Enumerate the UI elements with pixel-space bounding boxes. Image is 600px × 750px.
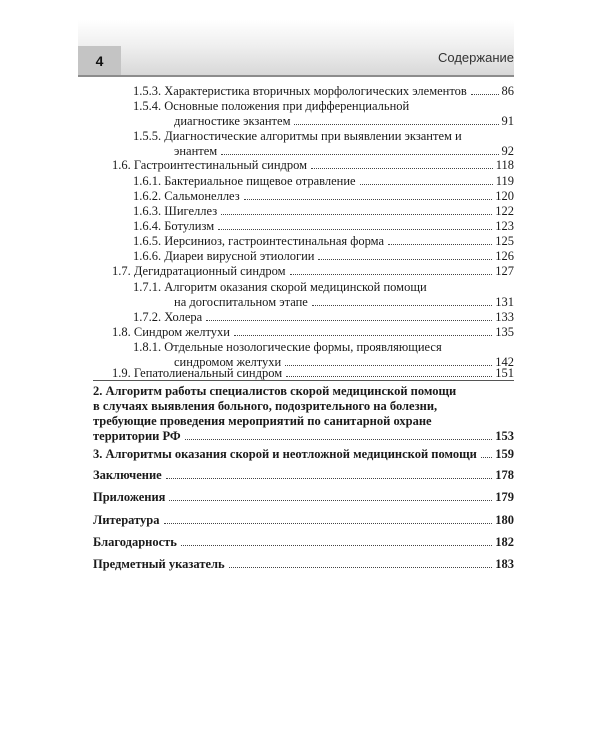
toc-section-title: территории РФ xyxy=(93,429,181,443)
toc-entry[interactable] xyxy=(133,84,514,99)
toc-section[interactable] xyxy=(93,447,514,462)
toc-entry[interactable] xyxy=(112,264,514,279)
toc-entry-page: 151 xyxy=(495,366,514,380)
toc-entry-title: 1.7.2. Холера xyxy=(133,310,203,324)
toc-entry[interactable] xyxy=(133,310,514,325)
toc-section-title: Благодарность xyxy=(93,535,177,549)
toc-entry-page: 119 xyxy=(495,174,514,188)
toc-leader xyxy=(218,229,492,230)
toc-entry-page: 127 xyxy=(495,264,514,278)
toc-section-page: 183 xyxy=(495,557,514,571)
toc-entry[interactable] xyxy=(133,189,514,204)
toc-entry-title: на догоспитальном этапе xyxy=(174,295,308,309)
toc-section-page: 182 xyxy=(495,535,514,549)
toc-leader xyxy=(221,214,492,215)
toc-entry-title: диагностике экзантем xyxy=(174,114,291,128)
toc-section-page: 180 xyxy=(495,513,514,527)
toc-entry[interactable] xyxy=(112,325,514,340)
toc-section-title: Литература xyxy=(93,513,160,527)
toc-leader xyxy=(206,320,492,321)
toc-entry-page: 131 xyxy=(495,295,514,309)
toc-entry[interactable] xyxy=(133,174,514,189)
toc-section-page: 179 xyxy=(495,490,514,504)
toc-section[interactable] xyxy=(93,490,514,505)
toc-section-page: 153 xyxy=(495,429,514,443)
toc-leader xyxy=(290,274,493,275)
toc-entry-title: 1.6.6. Диареи вирусной этиологии xyxy=(133,249,315,263)
divider xyxy=(93,380,514,381)
toc-section[interactable] xyxy=(93,513,514,528)
toc-leader xyxy=(221,154,498,155)
toc-leader xyxy=(388,244,492,245)
toc-entry[interactable] xyxy=(112,366,514,381)
toc-entry-page: 126 xyxy=(495,249,514,263)
toc-entry-page: 120 xyxy=(495,189,514,203)
toc-entry-page: 133 xyxy=(495,310,514,324)
toc-leader xyxy=(481,457,492,458)
toc-section[interactable] xyxy=(93,535,514,550)
toc-leader xyxy=(181,545,492,546)
toc-section-title: 3. Алгоритмы оказания скорой и неотложной медицинской помощи xyxy=(93,447,477,461)
toc-entry-line: 1.7.1. Алгоритм оказания скорой медицинской помощи xyxy=(133,280,427,294)
toc-leader xyxy=(360,184,493,185)
toc-section[interactable] xyxy=(93,429,514,444)
toc-entry-title: 1.8. Синдром желтухи xyxy=(112,325,230,339)
toc-entry-title: 1.6.1. Бактериальное пищевое отравление xyxy=(133,174,356,188)
toc-entry-page: 122 xyxy=(495,204,514,218)
toc-entry-title: 1.6.2. Сальмонеллез xyxy=(133,189,240,203)
toc-section[interactable] xyxy=(93,557,514,572)
toc-entry-line: 1.5.4. Основные положения при дифференциальной xyxy=(133,99,410,113)
toc-entry[interactable] xyxy=(133,219,514,234)
toc-leader xyxy=(185,439,493,440)
toc-entry-page: 123 xyxy=(495,219,514,233)
toc-leader xyxy=(166,478,493,479)
toc-entry[interactable] xyxy=(174,114,514,129)
toc-section-line: в случаях выявления больного, подозрительного на болезни, xyxy=(93,399,438,413)
toc-leader xyxy=(169,500,492,501)
toc-entry-title: 1.6.4. Ботулизм xyxy=(133,219,215,233)
toc-section-title: Заключение xyxy=(93,468,162,482)
toc-entry-title: 1.6.3. Шигеллез xyxy=(133,204,218,218)
toc-section-line: 2. Алгоритм работы специалистов скорой медицинской помощи xyxy=(93,384,457,398)
toc-entry[interactable] xyxy=(133,204,514,219)
toc-leader xyxy=(164,523,493,524)
toc-leader xyxy=(318,259,492,260)
toc-entry-title: 1.6.5. Иерсиниоз, гастроинтестинальная форма xyxy=(133,234,385,248)
toc-entry-page: 91 xyxy=(501,114,514,128)
toc-entry-line: 1.5.5. Диагностические алгоритмы при выявлении экзантем и xyxy=(133,129,462,143)
toc-entry-page: 142 xyxy=(495,355,514,369)
toc-section-line: требующие проведения мероприятий по санитарной охране xyxy=(93,414,432,428)
toc-entry[interactable] xyxy=(133,234,514,249)
toc-entry[interactable] xyxy=(112,158,514,173)
toc-entry-page: 92 xyxy=(501,144,514,158)
toc-entry-page: 86 xyxy=(501,84,514,98)
toc-entry-page: 125 xyxy=(495,234,514,248)
toc-leader xyxy=(471,94,499,95)
toc-entry-title: 1.6. Гастроинтестинальный синдром xyxy=(112,158,308,172)
toc-leader xyxy=(294,124,498,125)
toc-section-title: Предметный указатель xyxy=(93,557,225,571)
toc-section-page: 159 xyxy=(495,447,514,461)
toc-section[interactable] xyxy=(93,468,514,483)
toc-leader xyxy=(312,305,492,306)
toc-entry-title: синдромом желтухи xyxy=(174,355,282,369)
toc-entry-page: 118 xyxy=(495,158,514,172)
toc-entry[interactable] xyxy=(174,144,514,159)
toc-entry-title: 1.5.3. Характеристика вторичных морфологических элементов xyxy=(133,84,467,98)
toc-entry-title: 1.7. Дегидратационный синдром xyxy=(112,264,286,278)
toc-entry-page: 135 xyxy=(495,325,514,339)
toc-section-title: Приложения xyxy=(93,490,166,504)
toc-entry-line: 1.8.1. Отдельные нозологические формы, проявляющиеся xyxy=(133,340,442,354)
page-number: 4 xyxy=(78,46,121,76)
toc-leader xyxy=(234,335,492,336)
toc-entry[interactable] xyxy=(174,295,514,310)
toc-leader xyxy=(311,168,493,169)
toc-entry[interactable] xyxy=(133,249,514,264)
toc-leader xyxy=(244,199,493,200)
toc-leader xyxy=(286,376,492,377)
section-title: Содержание xyxy=(438,50,514,65)
toc-section-page: 178 xyxy=(495,468,514,482)
toc-leader xyxy=(229,567,493,568)
toc-entry-title: энантем xyxy=(174,144,218,158)
toc-entry-title: 1.9. Гепатолиенальный синдром xyxy=(112,366,283,380)
